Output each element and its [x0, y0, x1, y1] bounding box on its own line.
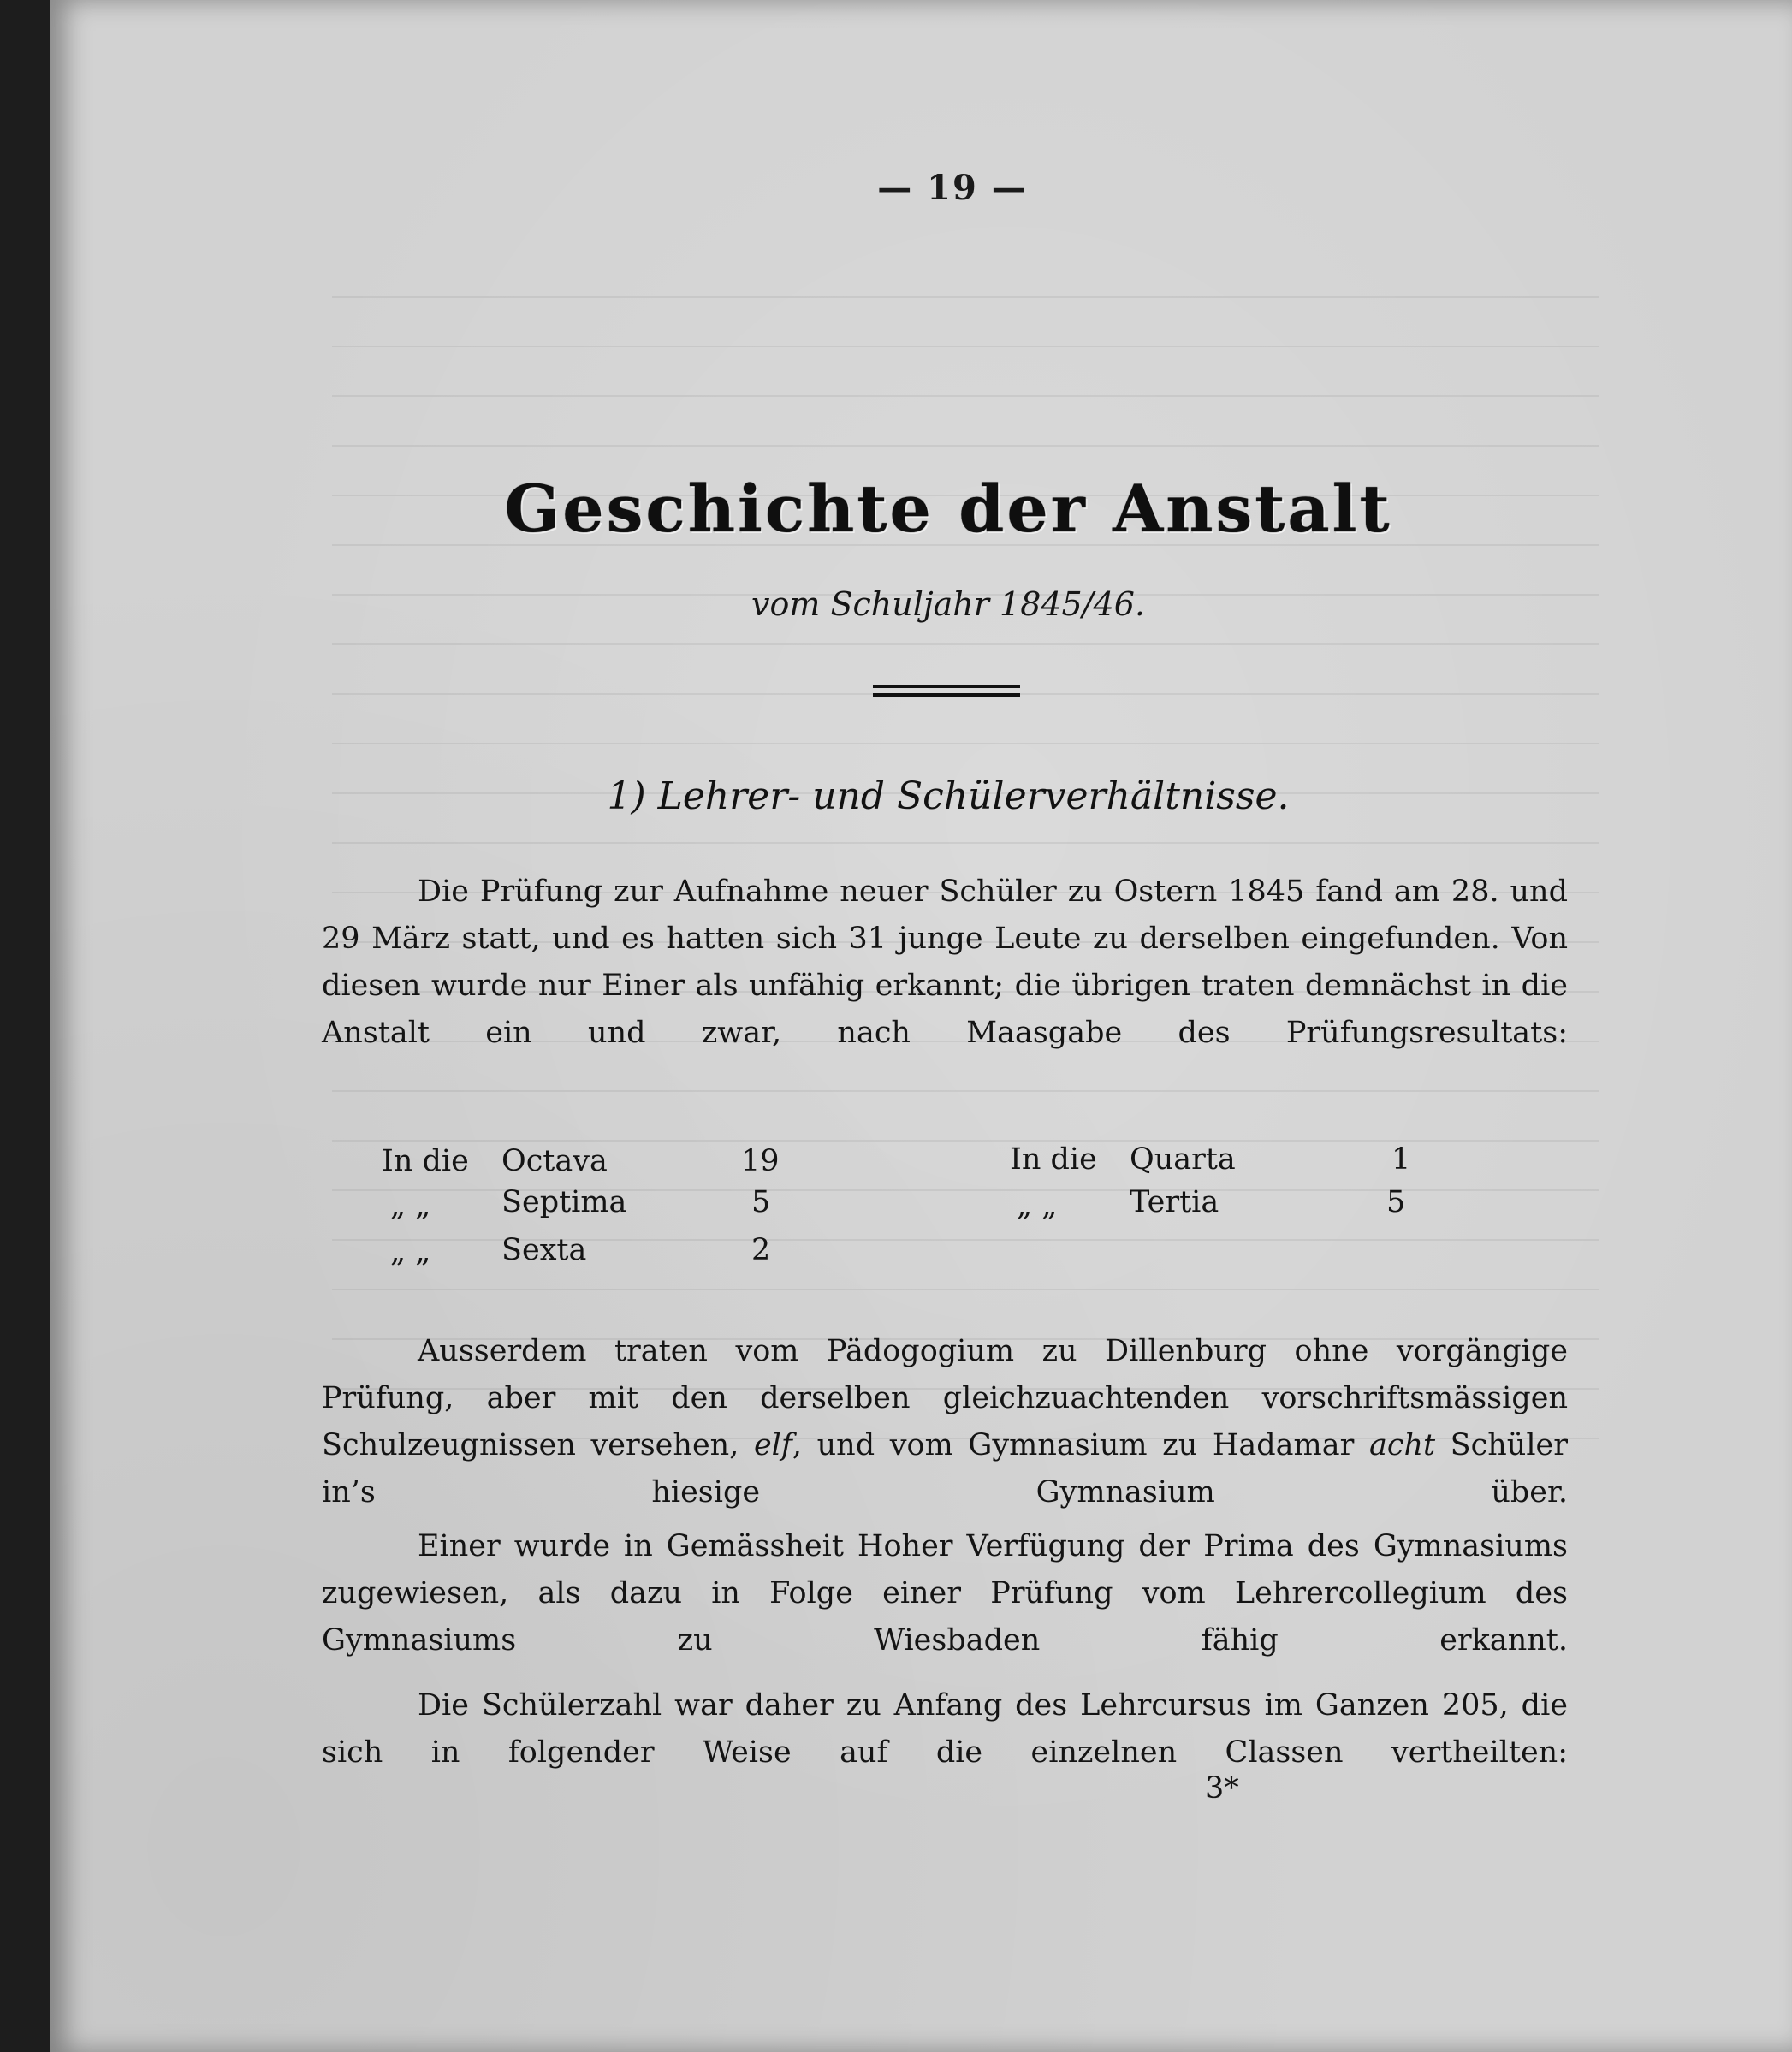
table-row-left-2-name: Septima: [501, 1185, 627, 1219]
table-row-right-1-prefix: In die: [1010, 1142, 1097, 1177]
page-number: — 19 —: [877, 168, 1028, 208]
signature-mark: 3*: [1205, 1771, 1239, 1806]
table-row-left-3-name: Sexta: [501, 1233, 587, 1267]
table-row-left-1-name: Octava: [501, 1144, 608, 1178]
paragraph-student-count: Die Schülerzahl war daher zu Anfang des Lehrcursus im Ganzen 205, die sich in folgender Weise auf die einzelnen Classen vertheilten:: [322, 1688, 1568, 1770]
section-heading: 1) Lehrer- und Schülerverhältnisse.: [607, 774, 1290, 818]
table-row-right-2-prefix: „ „: [1017, 1189, 1058, 1223]
divider-rule-bottom: [873, 693, 1020, 697]
table-row-right-1-count: 1: [1391, 1142, 1411, 1177]
transfer-text-1: Ausserdem traten vom Pädogogium zu Dillenburg ohne vorgängige Prüfung, aber mit den derselben gleichzuachtenden vorschriftsmässigen Schulzeugnissen versehen,: [322, 1334, 1568, 1462]
transfer-text-3: Schüler in’s hiesige Gymnasium über.: [322, 1428, 1568, 1509]
table-row-left-2-prefix: „ „: [390, 1189, 431, 1223]
transfer-count-acht: acht: [1368, 1428, 1436, 1462]
table-row-left-1-prefix: In die: [382, 1144, 469, 1178]
table-row-left-2-count: 5: [751, 1185, 771, 1219]
book-page: [50, 0, 1792, 2052]
table-row-left-1-count: 19: [741, 1144, 780, 1178]
paragraph-prima-assignment: Einer wurde in Gemässheit Hoher Verfügung der Prima des Gymnasiums zugewiesen, als dazu in Folge einer Prüfung vom Lehrercollegium des Gymnasiums zu Wiesbaden fähig erkannt.: [322, 1529, 1568, 1658]
table-row-right-2-name: Tertia: [1130, 1185, 1219, 1219]
table-row-right-1-name: Quarta: [1130, 1142, 1236, 1177]
transfer-count-elf: elf: [753, 1428, 792, 1462]
table-row-right-2-count: 5: [1386, 1185, 1406, 1219]
transfer-text-2: , und vom Gymnasium zu Hadamar: [792, 1428, 1369, 1462]
paragraph-admission-exam: Die Prüfung zur Aufnahme neuer Schüler zu Ostern 1845 fand am 28. und 29 März statt, und es hatten sich 31 junge Leute zu derselben eingefunden. Von diesen wurde nur Einer als unfähig erkannt; die übrigen traten demnächst in die Anstalt ein und zwar, nach Maasgabe des Prüfungsresultats:: [322, 875, 1568, 1050]
table-row-left-3-prefix: „ „: [390, 1235, 431, 1269]
divider-rule-top: [873, 685, 1020, 688]
table-row-left-3-count: 2: [751, 1233, 771, 1267]
page-title: Geschichte der Anstalt: [504, 471, 1392, 547]
paragraph-transfers: [322, 1328, 1568, 1516]
page-subtitle: vom Schuljahr 1845/46.: [751, 585, 1145, 623]
